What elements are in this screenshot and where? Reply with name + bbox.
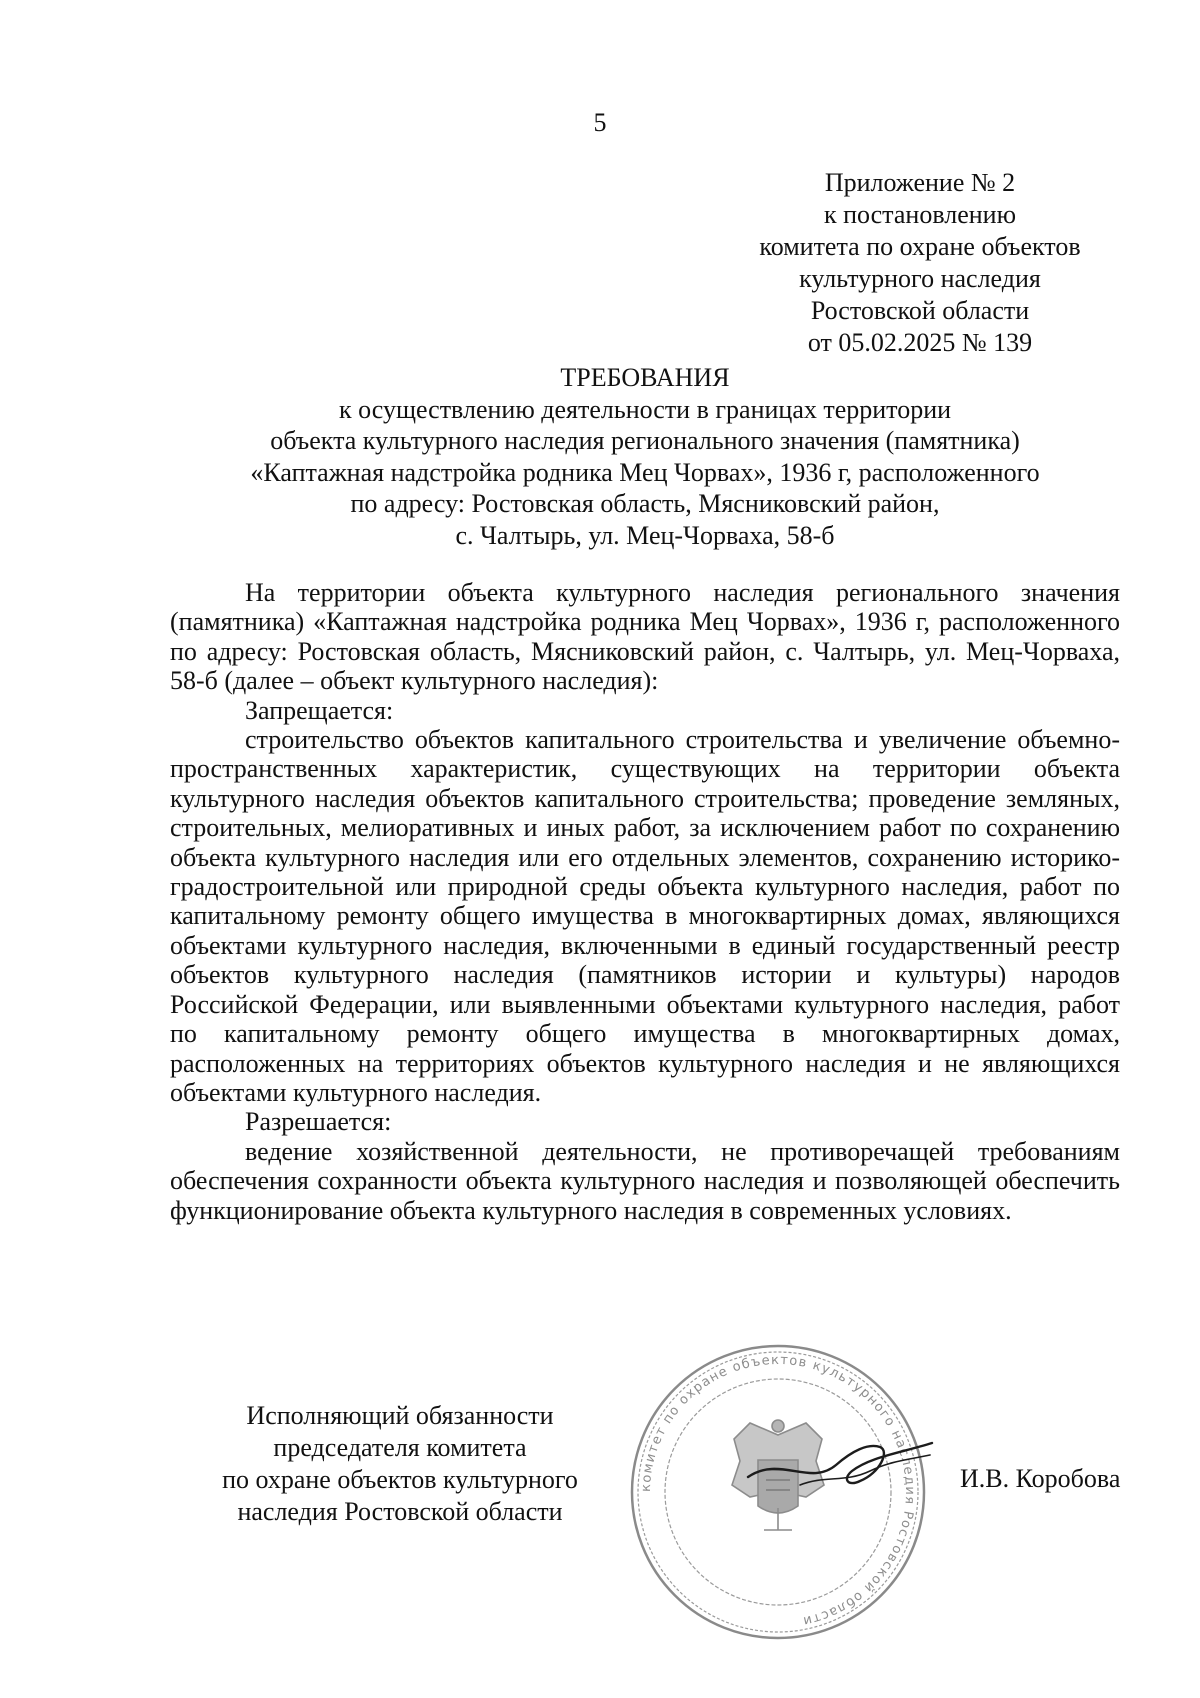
signatory-position-line: председателя комитета [273, 1433, 527, 1462]
handwritten-signature [740, 1425, 940, 1505]
requirements-heading [170, 362, 1120, 551]
requirements-subtitle-line: объекта культурного наследия регионального значения (памятника) [270, 426, 1020, 455]
annex-line: Приложение № 2 [824, 168, 1016, 197]
page-number: 5 [593, 108, 607, 137]
signatory-position-line: наследия Ростовской области [237, 1497, 563, 1526]
prohibited-paragraph: строительство объектов капитального строительства и увеличение объемно-пространственных характеристик, существующих на территории объекта культурного наследия объектов капитального строительства; проведение земляных, строительных, мелиоративных и иных работ, за исключением работ по сохранению объекта культурного наследия или его отдельных элементов, сохранению историко-градостроительной или природной среды объекта культурного наследия, работ по капитальному ремонту общего имущества в многоквартирных домах, являющихся объектами культурного наследия, включенными в единый государственный реестр объектов культурного наследия (памятников истории и культуры) народов Российской Федерации, или выявленными объектами культурного наследия, работ по капитальному ремонту общего имущества в многоквартирных домах, расположенных на территориях объектов культурного наследия и не являющихся объектами культурного наследия. [170, 725, 1120, 1107]
seal-ring-text: комитет по охране объектов культурного наследия Ростовской области [638, 1352, 918, 1629]
signatory-position-line: по охране объектов культурного [222, 1465, 578, 1494]
intro-paragraph: На территории объекта культурного наследия регионального значения (памятника) «Каптажная надстройка родника Мец Чорвах», 1936 г, расположенного по адресу: Ростовская область, Мясниковский район, с. Чалтырь, ул. Мец-Чорваха, 58-б (далее – объект культурного наследия): [170, 578, 1120, 696]
annex-line: к постановлению [823, 200, 1017, 229]
annex-line: культурного наследия [799, 264, 1041, 293]
signatory-name: И.В. Коробова [960, 1464, 1121, 1493]
requirements-title: ТРЕБОВАНИЯ [560, 363, 730, 392]
requirements-subtitle-line: к осуществлению деятельности в границах территории [338, 394, 952, 424]
document-body [170, 578, 1120, 1225]
signatory-position-line: Исполняющий обязанности [246, 1401, 554, 1430]
annex-line: Ростовской области [810, 296, 1030, 325]
allowed-label: Разрешается: [245, 1107, 392, 1137]
requirements-subtitle-line: «Каптажная надстройка родника Мец Чорвах», 1936 г, расположенного [250, 457, 1040, 487]
annex-line: от 05.02.2025 № 139 [807, 328, 1033, 357]
prohibited-label: Запрещается: [245, 695, 394, 725]
allowed-paragraph: ведение хозяйственной деятельности, не противоречащей требованиям обеспечения сохранности объекта культурного наследия и позволяющей обеспечить функционирование объекта культурного наследия в современных условиях. [170, 1136, 1120, 1225]
annex-line: комитета по охране объектов [759, 232, 1081, 261]
requirements-subtitle-line: с. Чалтырь, ул. Мец-Чорваха, 58-б [455, 520, 835, 550]
requirements-subtitle-line: по адресу: Ростовская область, Мясниковский район, [350, 489, 940, 518]
annex-header [740, 167, 1100, 359]
signatory-position [190, 1400, 610, 1528]
